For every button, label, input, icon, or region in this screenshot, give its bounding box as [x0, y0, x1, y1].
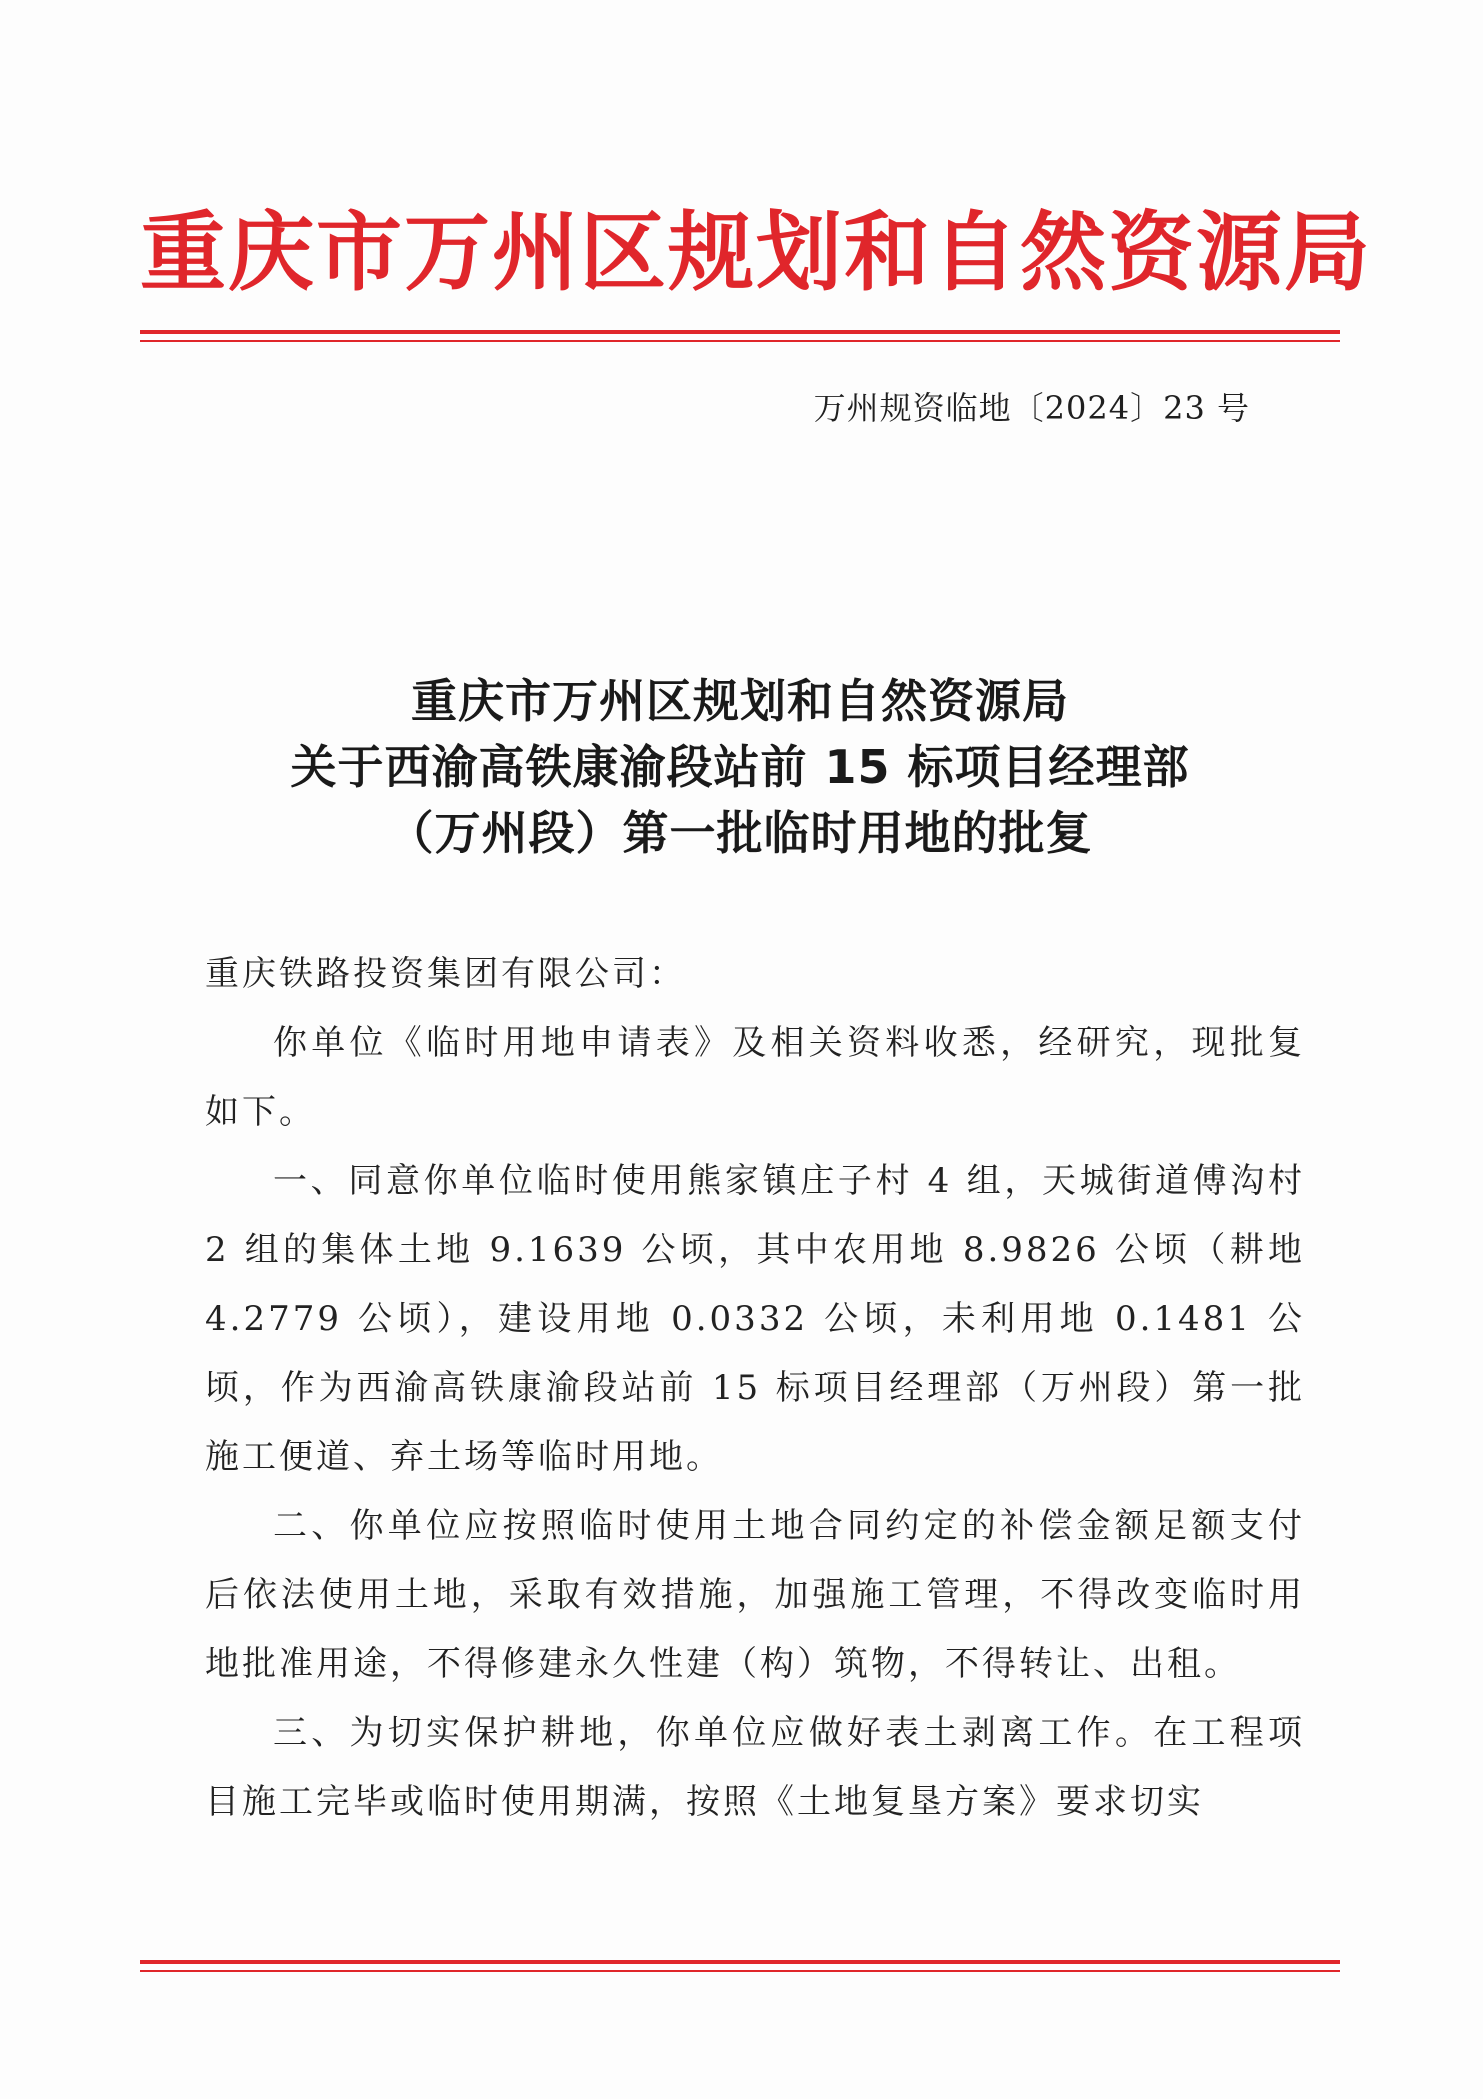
letterhead-red-rule-thin: [140, 340, 1340, 342]
document-number: 万州规资临地〔2024〕23 号: [813, 389, 1250, 427]
title-line-3: （万州段）第一批临时用地的批复: [387, 806, 1093, 860]
agency-letterhead: 重庆市万州区规划和自然资源局: [140, 203, 1372, 303]
body-paragraph-item-2: 二、你单位应按照临时使用土地合同约定的补偿金额足额支付后依法使用土地，采取有效措施，加强施工管理，不得改变临时用地批准用途，不得修建永久性建（构）筑物，不得转让、出租。: [205, 1506, 1305, 1684]
letterhead-red-rule: [140, 330, 1340, 334]
salutation: 重庆铁路投资集团有限公司：: [205, 954, 686, 994]
footer-red-rule-thin: [140, 1970, 1340, 1972]
body-paragraph-item-3: 三、为切实保护耕地，你单位应做好表土剥离工作。在工程项目施工完毕或临时使用期满，按照《土地复垦方案》要求切实: [205, 1713, 1305, 1822]
body-paragraph-item-1: 一、同意你单位临时使用熊家镇庄子村 4 组，天城街道傅沟村 2 组的集体土地 9.1639 公顷，其中农用地 8.9826 公顷（耕地 4.2779 公顷），建设用地 0.0332 公顷，未利用地 0.1481 公顷，作为西渝高铁康渝段站前 15 标项目经理部（万州段）第一批施工便道、弃土场等临时用地。: [205, 1161, 1305, 1477]
body-paragraph-intro: 你单位《临时用地申请表》及相关资料收悉，经研究，现批复如下。: [205, 1023, 1305, 1132]
document-body: [205, 940, 1305, 1837]
title-line-2: 关于西渝高铁康渝段站前 15 标项目经理部: [290, 740, 1190, 794]
footer-red-rule: [140, 1960, 1340, 1964]
title-line-1: 重庆市万州区规划和自然资源局: [411, 674, 1069, 728]
document-title: [140, 668, 1340, 866]
